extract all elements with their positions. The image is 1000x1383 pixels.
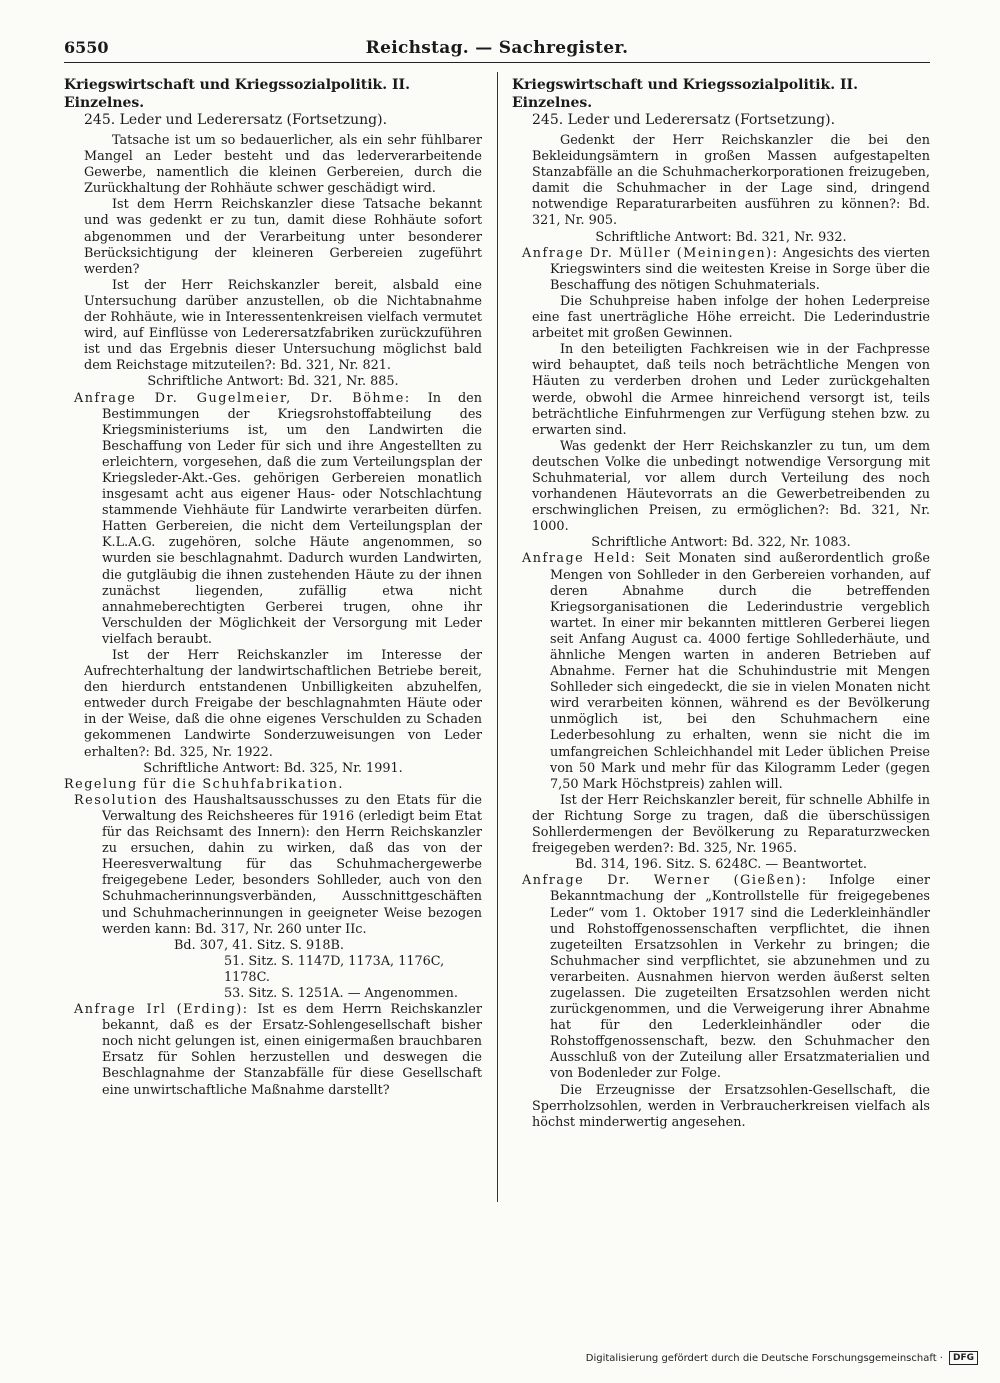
paragraph: Ist der Herr Reichskanzler im Interesse der Aufrechterhaltung der landwirtschaftlichen Betriebe bereit, den hierdurch entstandenen Unbilligkeiten abzuhelfen, entweder durch Freigabe der beschlagnahmten Häute oder in der Weise, daß die ohne eigenes Verschulden zu Schaden gekommenen Landwirte Sonderzuweisungen von Leder erhalten?: Bd. 325, Nr. 1922. [84,648,482,760]
paragraph: Die Erzeugnisse der Ersatzsohlen-Gesellschaft, die Sperrholzsohlen, werden in Verbraucherkreisen vielfach als höchst minderwertig angesehen. [532,1082,930,1130]
entry-head: Anfrage Irl (Erding): [74,1002,249,1018]
paragraph: Ist der Herr Reichskanzler bereit, für schnelle Abhilfe in der Richtung Sorge zu tragen, daß die überschüssigen Sohllerdermengen der Bevölkerung zu Reparaturzwecken freigegeben werden?: Bd. 325, Nr. 1965. [532,792,930,857]
section-title: Kriegswirtschaft und Kriegssozialpolitik. II. Einzelnes. [64,77,410,111]
reference-line: 51. Sitz. S. 1147D, 1173A, 1176C, 1178C. [224,953,445,985]
digitization-footer [586,1351,978,1365]
register-entry [64,793,482,938]
entry-head: Anfrage Held: [522,551,637,567]
right-column [512,76,930,1131]
entry-text: Ist es dem Herrn Reichskanzler bekannt, daß es der Ersatz-Sohlengesellschaft bisher noch nicht gelungen ist, einen einigermaßen brauchbaren Ersatz für Sohlen herzustellen und deswegen die Beschlagnahme der Stanzabfälle für diese Gesellschaft eine unwirtschaftliche Maßnahme darstellt? [102,1002,482,1098]
page-header [64,38,930,63]
paragraph: Die Schuhpreise haben infolge der hohen Lederpreise eine fast unerträgliche Höhe erreicht. Die Lederindustrie arbeitet mit großen Gewinnen. [532,293,930,342]
register-entry [512,551,930,792]
paragraph: In den beteiligten Fachkreisen wie in der Fachpresse wird behauptet, daß teils noch beträchtliche Mengen von Häuten zu verderben drohen und Leder zurückgehalten werde, obwohl die Armee hinreichend versorgt ist, teils beträchtliche Einfuhrmengen zur Verfügung stehen bzw. zu erwarten sind. [532,342,930,438]
dfg-logo-icon: DFG [949,1351,978,1365]
entry-head: Anfrage Dr. Werner (Gießen): [522,873,808,889]
entry-head: Anfrage Dr. Müller (Meiningen): [522,245,779,261]
answer-reference: Schriftliche Antwort: Bd. 322, Nr. 1083. [591,535,851,551]
entry-text: Angesichts des vierten Kriegswinters sind die weitesten Kreise in Sorge über die Beschaffung des nötigen Schuhmaterials. [550,245,931,293]
left-column [64,76,482,1099]
entry-head: Resolution [74,792,158,808]
register-entry [512,873,930,1082]
section-title: Kriegswirtschaft und Kriegssozialpolitik. II. Einzelnes. [512,77,858,111]
answer-reference: Schriftliche Antwort: Bd. 321, Nr. 932. [595,229,847,245]
paragraph: Was gedenkt der Herr Reichskanzler zu tun, um dem deutschen Volke die unbedingt notwendige Versorgung mit Schuhmaterial, vor allem durch Verteilung des noch vorhandenen Häutevorrats an die Gewerbetreibenden zu erschwinglichen Preisen, zu ermöglichen?: Bd. 321, Nr. 1000. [532,438,930,535]
reference-line: Bd. 307, 41. Sitz. S. 918B. [174,937,344,953]
entry-text: Seit Monaten sind außerordentlich große Mengen von Sohlleder in den Gerbereien vorhanden, auf deren Abnahme durch die betreffenden Kriegsorganisationen die Lederindustrie vergeblich wartet. In einer mir bekannten mittleren Gerberei liegen seit Anfang August ca. 4000 fertige Sohllederhäute, und ähnliche Mengen warten in anderen Betrieben auf Abnahme. Ferner hat die Schuhindustrie mit Mengen Sohlleder sich eingedeckt, die sie in vielen Monaten nicht wird verarbeiten können, während es der Bevölkerung unmöglich ist, bei den Schuhmachern eine Lederbesohlung zu erhalten, wenn sie nicht die im umfangreichen Schleichhandel mit Leder üblichen Preise von 50 Mark und mehr für das Kilogramm Leder (gegen 7,50 Mark Höchstpreis) zahlen will. [550,551,930,792]
running-head: Reichstag. — Sachregister. [365,38,629,58]
footer-text: Digitalisierung gefördert durch die Deutsche Forschungsgemeinschaft · [585,1352,943,1364]
answer-reference: Schriftliche Antwort: Bd. 321, Nr. 885. [147,374,399,390]
subsection-title: 245. Leder und Lederersatz (Fortsetzung). [84,112,388,128]
paragraph: Ist dem Herrn Reichskanzler diese Tatsache bekannt und was gedenkt er zu tun, damit diese Rohhäute sofort abgenommen und der Verarbeitung unter besonderer Berücksichtigung der kleineren Gerbereien zugeführt werden? [84,197,482,277]
answer-reference: Schriftliche Antwort: Bd. 325, Nr. 1991. [143,760,403,776]
entry-text: des Haushaltsausschusses zu den Etats für die Verwaltung des Reichsheeres für 1916 (erledigt beim Etat für das Reichsamt des Innern): den Herrn Reichskanzler zu ersuchen, dahin zu wirken, daß das von der Heeresverwaltung für das Schuhmachergewerbe freigegebene Leder, besonders Sohlleder, auch von den Schuhmacherinnungsverbänden, Ausschnittgeschäften und Schuhmacherinnungen in geeigneter Weise bezogen werden kann: Bd. 317, Nr. 260 unter IIc. [102,792,482,937]
paragraph: Tatsache ist um so bedauerlicher, als ein sehr fühlbarer Mangel an Leder besteht und das lederverarbeitende Gewerbe, namentlich die kleinen Gerbereien, durch die Zurückhaltung der Rohhäute schwer geschädigt wird. [84,133,482,197]
register-entry [64,391,482,649]
paragraph: Ist der Herr Reichskanzler bereit, alsbald eine Untersuchung darüber anzustellen, ob die Nichtabnahme der Rohhäute, wie in Interessentenkreisen vielfach vermutet wird, auf Einflüsse von Lederersatzfabriken zurückzuführen ist und das Ergebnis dieser Untersuchung möglichst bald dem Reichstage mitzuteilen?: Bd. 321, Nr. 821. [84,277,482,374]
reference-line: Bd. 314, 196. Sitz. S. 6248C. — Beantwortet. [575,857,867,873]
entry-text: In den Bestimmungen der Kriegsrohstoffabteilung des Kriegsministeriums ist, um den Landwirten die Beschaffung von Leder für sich und ihre Angestellten zu erleichtern, vorgesehen, daß die zum Verteilungsplan der Kriegsleder-Akt.-Ges. gehörigen Gerbereien monatlich insgesamt acht aus eigener Haus- oder Notschlachtung stammende Viehhäute für Landwirte verarbeiten dürfen. Hatten Gerbereien, die nicht dem Verteilungsplan der K.L.A.G. zugehören, solche Häute angenommen, so wurden sie beschlagnahmt. Dadurch wurden Landwirten, die gutgläubig die ihnen zustehenden Häute zu der ihnen zunächst liegenden, zufällig etwa nicht annahmeberechtigten Gerberei trugen, ohne ihr Verschulden der Möglichkeit der Versorgung mit Leder vielfach beraubt. [102,390,482,647]
column-divider [497,72,498,1202]
entry-head: Anfrage Dr. Gugelmeier, Dr. Böhme: [74,390,411,406]
register-entry [64,1002,482,1099]
register-entry [512,246,930,294]
reference-line: 53. Sitz. S. 1251A. — Angenommen. [224,985,458,1001]
entry-text: Infolge einer Bekanntmachung der „Kontrollstelle für freigegebenes Leder“ vom 1. Oktober 1917 sind die Lederkleinhändler und Rohstoffgenossenschaften verpflichtet, die ihnen zugeteilten Ersatzsohlen in Verkehr zu bringen; die Schuhmacher sind verpflichtet, sie abzunehmen und zu verarbeiten. Ausnahmen hiervon werden äußerst selten zugelassen. Die zugeteilten Ersatzsohlen werden nicht zurückgenommen, und die Verweigerung ihrer Abnahme hat für den Lederkleinhändler oder die Rohstoffgenossenschaft, bezw. den Schuhmacher den Ausschluß von der Zuteilung aller Ersatzmaterialien und von Bodenleder zur Folge. [550,873,930,1082]
page-number: 6550 [64,38,109,57]
paragraph: Gedenkt der Herr Reichskanzler die bei den Bekleidungsämtern in großen Massen aufgestapelten Stanzabfälle an die Schuhmacherkorporationen freizugeben, damit die Schuhmacher in der Lage sind, dringend notwendige Reparaturarbeiten ausführen zu können?: Bd. 321, Nr. 905. [532,133,930,229]
subheading: Regelung für die Schuhfabrikation. [64,776,344,792]
subsection-title: 245. Leder und Lederersatz (Fortsetzung). [532,112,836,128]
